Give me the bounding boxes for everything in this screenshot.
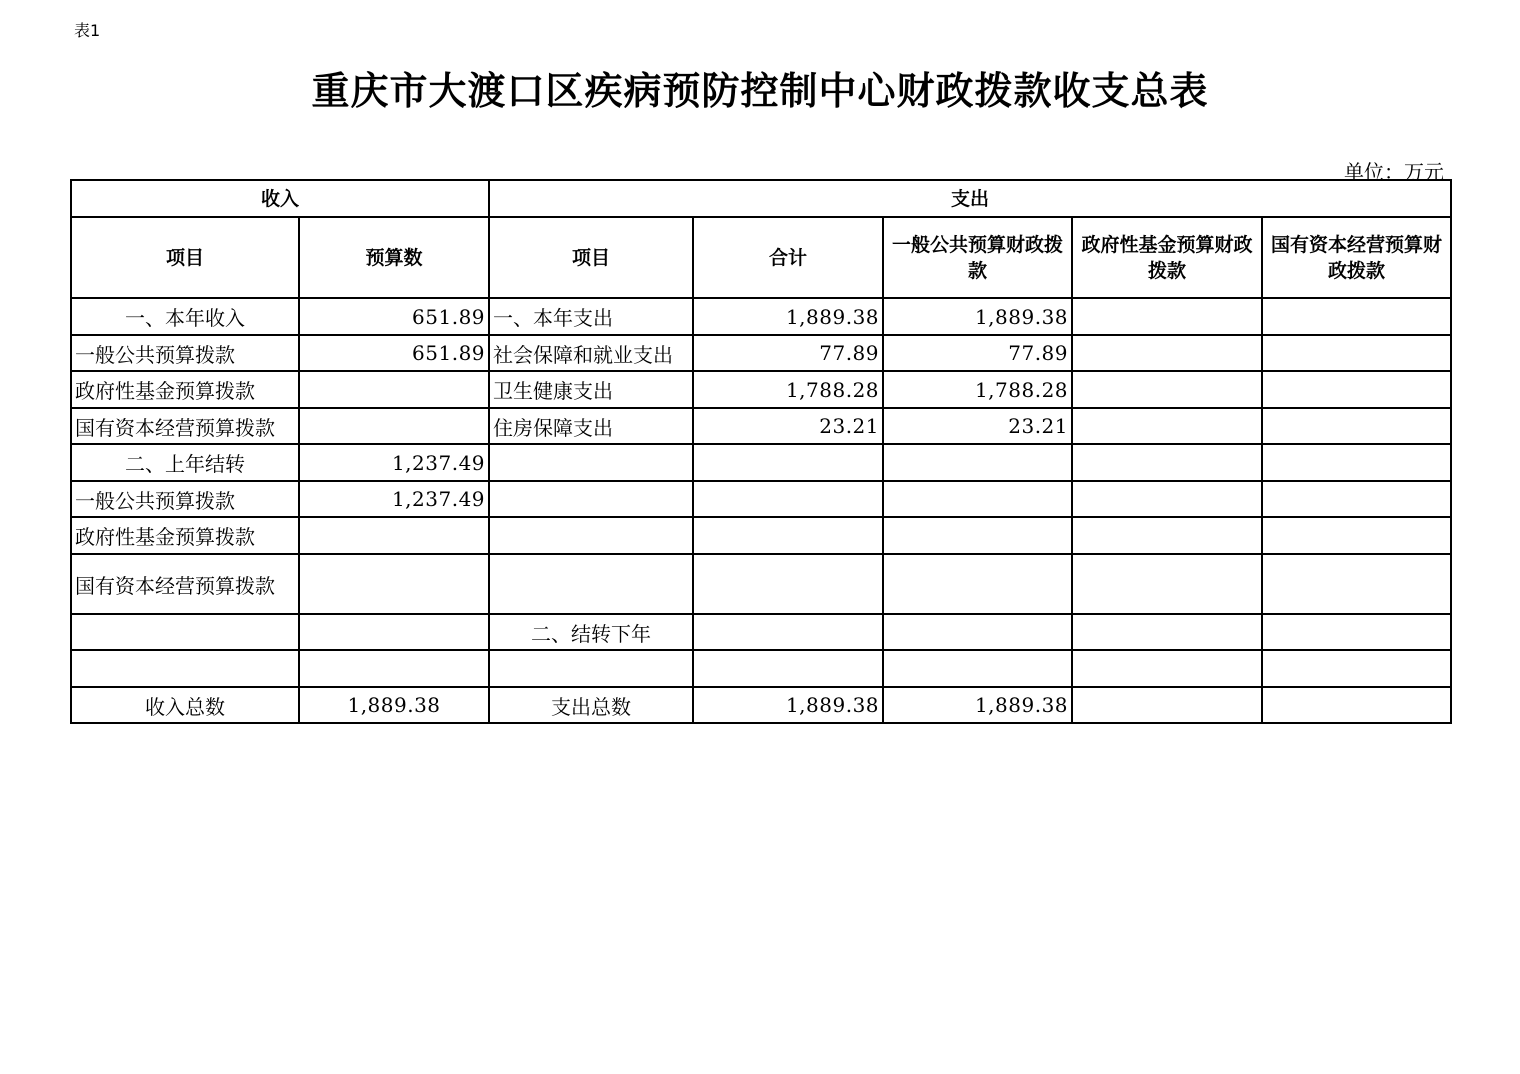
- total-cell: [693, 517, 883, 554]
- gov-fund-cell: [1072, 687, 1262, 723]
- total-cell: [693, 554, 883, 614]
- general-budget-cell: [883, 614, 1072, 650]
- table-row: [71, 298, 1451, 335]
- state-capital-cell: [1262, 481, 1451, 517]
- fiscal-summary-table: [70, 179, 1452, 724]
- state-capital-cell: [1262, 614, 1451, 650]
- general-budget-cell: 23.21: [883, 408, 1072, 444]
- page-title: 重庆市大渡口区疾病预防控制中心财政拨款收支总表: [311, 68, 1209, 113]
- income-item-cell: [71, 650, 299, 687]
- table-row-totals: [71, 687, 1451, 723]
- expense-item-cell: [489, 650, 693, 687]
- state-capital-cell: [1262, 554, 1451, 614]
- income-group-header: 收入: [71, 180, 489, 217]
- income-item-cell: 国有资本经营预算拨款: [71, 408, 299, 444]
- income-value-cell: [299, 371, 489, 408]
- table-row: [71, 481, 1451, 517]
- gov-fund-cell: [1072, 614, 1262, 650]
- income-total-value: 1,889.38: [299, 687, 489, 723]
- general-budget-cell: [883, 444, 1072, 481]
- total-cell: [693, 650, 883, 687]
- income-budget-header: 预算数: [299, 217, 489, 298]
- income-item-header: 项目: [71, 217, 299, 298]
- income-value-cell: [299, 408, 489, 444]
- state-capital-cell: [1262, 371, 1451, 408]
- general-budget-cell: 1,889.38: [883, 687, 1072, 723]
- gov-fund-cell: [1072, 335, 1262, 371]
- expense-group-header: 支出: [489, 180, 1451, 217]
- general-budget-cell: 1,788.28: [883, 371, 1072, 408]
- total-cell: [693, 614, 883, 650]
- total-cell: 1,788.28: [693, 371, 883, 408]
- state-capital-cell: [1262, 650, 1451, 687]
- state-capital-cell: [1262, 408, 1451, 444]
- expense-item-cell: 社会保障和就业支出: [489, 335, 693, 371]
- table-row: [71, 335, 1451, 371]
- state-capital-cell: [1262, 335, 1451, 371]
- gov-fund-header: 政府性基金预算财政拨款: [1072, 217, 1262, 298]
- table-row: [71, 614, 1451, 650]
- general-budget-header: 一般公共预算财政拨款: [883, 217, 1072, 298]
- total-header: 合计: [693, 217, 883, 298]
- general-budget-cell: [883, 554, 1072, 614]
- total-cell: 77.89: [693, 335, 883, 371]
- table-number-label: 表1: [74, 21, 101, 40]
- gov-fund-cell: [1072, 650, 1262, 687]
- expense-item-cell: [489, 554, 693, 614]
- total-cell: 1,889.38: [693, 298, 883, 335]
- gov-fund-cell: [1072, 408, 1262, 444]
- gov-fund-cell: [1072, 444, 1262, 481]
- state-capital-cell: [1262, 444, 1451, 481]
- expense-item-cell: [489, 444, 693, 481]
- income-item-cell: 一、本年收入: [71, 298, 299, 335]
- income-item-cell: 一般公共预算拨款: [71, 481, 299, 517]
- general-budget-cell: [883, 517, 1072, 554]
- expense-item-cell: 住房保障支出: [489, 408, 693, 444]
- state-capital-cell: [1262, 298, 1451, 335]
- income-total-label: 收入总数: [71, 687, 299, 723]
- expense-total-label: 支出总数: [489, 687, 693, 723]
- table-row: [71, 371, 1451, 408]
- gov-fund-cell: [1072, 554, 1262, 614]
- income-item-cell: 一般公共预算拨款: [71, 335, 299, 371]
- gov-fund-cell: [1072, 517, 1262, 554]
- income-item-cell: 政府性基金预算拨款: [71, 517, 299, 554]
- expense-item-cell: 卫生健康支出: [489, 371, 693, 408]
- state-capital-header: 国有资本经营预算财政拨款: [1262, 217, 1451, 298]
- expense-item-cell: [489, 481, 693, 517]
- income-value-cell: 651.89: [299, 298, 489, 335]
- income-value-cell: 651.89: [299, 335, 489, 371]
- table-row: [71, 444, 1451, 481]
- state-capital-cell: [1262, 687, 1451, 723]
- income-value-cell: [299, 554, 489, 614]
- general-budget-cell: 77.89: [883, 335, 1072, 371]
- general-budget-cell: [883, 650, 1072, 687]
- total-cell: 23.21: [693, 408, 883, 444]
- expense-item-cell: 一、本年支出: [489, 298, 693, 335]
- gov-fund-cell: [1072, 298, 1262, 335]
- general-budget-cell: 1,889.38: [883, 298, 1072, 335]
- income-item-cell: 国有资本经营预算拨款: [71, 554, 299, 614]
- general-budget-cell: [883, 481, 1072, 517]
- table-row: [71, 650, 1451, 687]
- table-row: [71, 408, 1451, 444]
- income-item-cell: 二、上年结转: [71, 444, 299, 481]
- gov-fund-cell: [1072, 481, 1262, 517]
- income-value-cell: 1,237.49: [299, 481, 489, 517]
- expense-item-header: 项目: [489, 217, 693, 298]
- income-value-cell: [299, 650, 489, 687]
- total-cell: [693, 444, 883, 481]
- table-row: [71, 517, 1451, 554]
- income-value-cell: 1,237.49: [299, 444, 489, 481]
- gov-fund-cell: [1072, 371, 1262, 408]
- income-value-cell: [299, 517, 489, 554]
- unit-label: 单位：万元: [1344, 160, 1444, 184]
- total-cell: [693, 481, 883, 517]
- income-item-cell: [71, 614, 299, 650]
- expense-item-cell: [489, 517, 693, 554]
- total-cell: 1,889.38: [693, 687, 883, 723]
- income-value-cell: [299, 614, 489, 650]
- state-capital-cell: [1262, 517, 1451, 554]
- income-item-cell: 政府性基金预算拨款: [71, 371, 299, 408]
- table-row: [71, 554, 1451, 614]
- expense-item-cell: 二、结转下年: [489, 614, 693, 650]
